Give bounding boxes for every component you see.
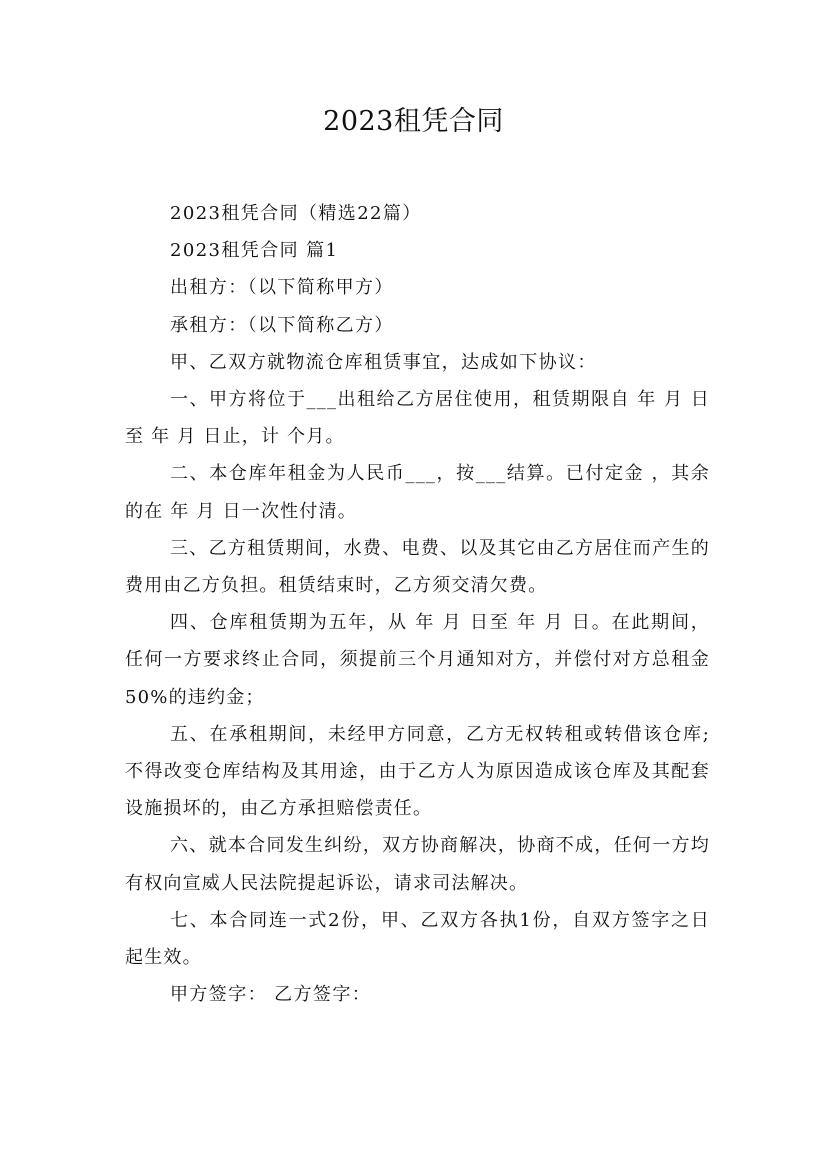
document-body — [125, 195, 710, 1013]
paragraph-clause-6: 六、就本合同发生纠纷，双方协商解决，协商不成，任何一方均有权向宣威人民法院提起诉讼，请求司法解决。 — [125, 835, 710, 894]
paragraph-section-heading: 2023租凭合同 篇1 — [170, 240, 339, 262]
paragraph-clause-4: 四、仓库租赁期为五年，从 年 月 日至 年 月 日。在此期间，任何一方要求终止合同，须提前三个月通知对方，并偿付对方总租金50%的违约金； — [125, 612, 710, 708]
paragraph-lessor: 出租方：（以下简称甲方） — [170, 277, 394, 299]
paragraph-clause-1: 一、甲方将位于___出租给乙方居住使用，租赁期限自 年 月 日至 年 月 日止，计 个月。 — [125, 389, 710, 448]
paragraph-clause-2: 二、本仓库年租金为人民币___，按___结算。已付定金 ，其余的在 年 月 日一次性付清。 — [125, 463, 710, 522]
paragraph-clause-3: 三、乙方租赁期间，水费、电费、以及其它由乙方居住而产生的费用由乙方负担。租赁结束时，乙方须交清欠费。 — [125, 537, 710, 597]
paragraph-lessee: 承租方：（以下简称乙方） — [170, 314, 394, 336]
paragraph-signatures: 甲方签字： 乙方签字： — [170, 984, 372, 1006]
paragraph-clause-5: 五、在承租期间，未经甲方同意，乙方无权转租或转借该仓库;不得改变仓库结构及其用途，由于乙方人为原因造成该仓库及其配套设施损坏的，由乙方承担赔偿责任。 — [125, 723, 710, 820]
paragraph-clause-7: 七、本合同连一式2份，甲、乙双方各执1份，自双方签字之日起生效。 — [125, 909, 710, 969]
paragraph-subtitle: 2023租凭合同（精选22篇） — [170, 203, 422, 224]
paragraph-agreement-intro: 甲、乙双方就物流仓库租赁事宜，达成如下协议： — [170, 351, 597, 373]
document-title: 2023租凭合同 — [323, 106, 504, 137]
